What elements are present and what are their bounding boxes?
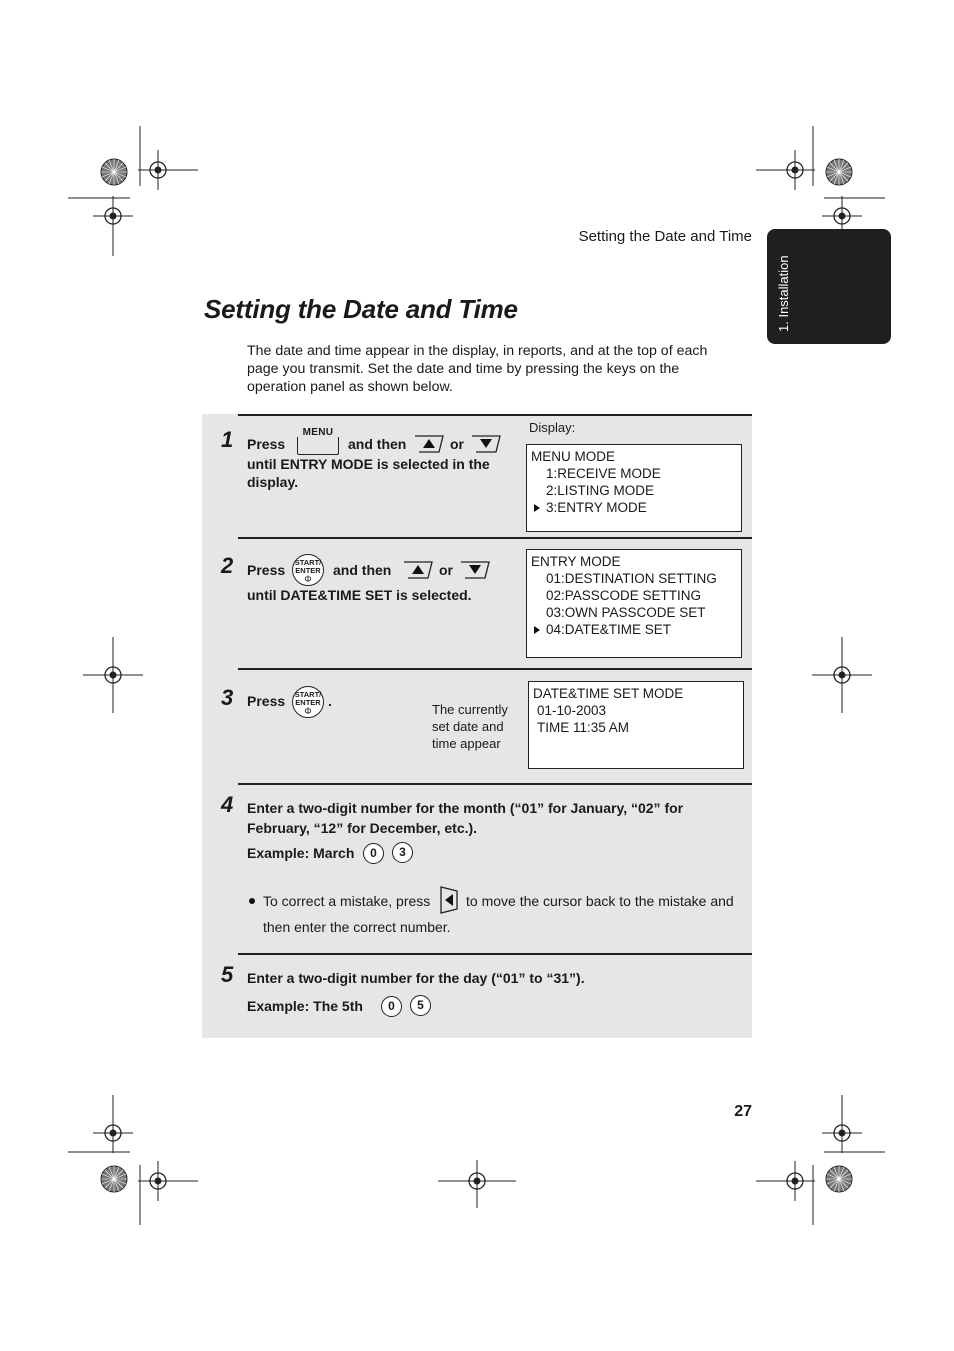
step-divider: [238, 668, 752, 670]
lcd-display-entry-mode: [526, 549, 742, 658]
chapter-tab-label: 1. Installation: [776, 255, 791, 332]
step-number: 5: [221, 962, 234, 987]
start-key-line2: ENTER: [295, 698, 321, 707]
down-arrow-key-icon: [471, 435, 501, 453]
step-number: 2: [221, 553, 234, 578]
digit-key-3: 3: [392, 842, 413, 863]
display-line: DATE&TIME SET MODE: [533, 686, 684, 701]
step-2-and-then: and then: [333, 562, 392, 578]
display-line: 02:PASSCODE SETTING: [546, 588, 702, 603]
display-line-selected: 04:DATE&TIME SET: [531, 621, 737, 638]
display-label: Display:: [529, 420, 576, 435]
left-arrow-key-icon: [440, 886, 458, 914]
step-3-note: The currently set date and time appear: [432, 702, 508, 751]
step-3-period: .: [328, 693, 332, 709]
step-divider: [238, 414, 752, 416]
display-line: MENU MODE: [531, 449, 615, 464]
up-arrow-key-icon: [403, 561, 433, 579]
display-line: 1:RECEIVE MODE: [546, 466, 661, 481]
display-line: 01-10-2003: [537, 703, 607, 718]
step-1-and-then: and then: [348, 436, 407, 452]
start-key-line1: START/: [294, 558, 322, 567]
step-number: 3: [221, 685, 234, 710]
display-line: 03:OWN PASSCODE SET: [546, 605, 706, 620]
step-divider: [238, 783, 752, 785]
step-number: 1: [221, 427, 234, 452]
menu-key-icon: [297, 427, 339, 455]
start-key-symbol: Φ: [304, 706, 312, 716]
down-arrow-key-icon: [460, 561, 490, 579]
step-4-bullet-part-b: to move the cursor back to the mistake and: [466, 893, 734, 909]
start-enter-key-icon: [292, 686, 324, 718]
step-3-press: Press: [247, 693, 286, 709]
digit-key-0: 0: [363, 843, 384, 864]
page-number: 27: [734, 1103, 752, 1120]
up-arrow-key-icon: [414, 435, 444, 453]
start-key-symbol: Φ: [304, 574, 312, 584]
lcd-display-date-time: [528, 681, 744, 769]
lcd-display-menu-mode: [526, 444, 742, 532]
step-4-bullet-part-c: then enter the correct number.: [263, 919, 451, 935]
start-key-line1: START/: [294, 690, 322, 699]
display-line: ENTRY MODE: [531, 554, 621, 569]
step-4-example: Example: March: [247, 845, 355, 861]
step-divider: [238, 953, 752, 955]
start-enter-key-icon: [292, 554, 324, 586]
start-key-line2: ENTER: [295, 566, 321, 575]
step-1-press: Press: [247, 436, 286, 452]
display-line: 2:LISTING MODE: [546, 483, 655, 498]
step-1-or: or: [450, 436, 464, 452]
intro-paragraph: The date and time appear in the display, in reports, and at the top of each page you transmit. Set the date and time by pressing the keys on the operation panel as shown below.: [247, 343, 708, 395]
running-header: Setting the Date and Time: [578, 228, 752, 245]
digit-key-5: 5: [410, 995, 431, 1016]
display-line: TIME 11:35 AM: [537, 720, 630, 735]
digit-key-0: 0: [381, 996, 402, 1017]
step-divider: [238, 537, 752, 539]
step-5-text: Enter a two-digit number for the day (“01” to “31”).: [247, 970, 585, 986]
step-2-text: until DATE&TIME SET is selected.: [247, 587, 472, 603]
step-4-text: Enter a two-digit number for the month (“01” for January, “02” for February, “12” for December, etc.).: [247, 800, 684, 836]
step-1-text: until ENTRY MODE is selected in the display.: [247, 456, 490, 490]
step-2-press: Press: [247, 562, 286, 578]
page-title: Setting the Date and Time: [204, 294, 518, 324]
step-number: 4: [221, 792, 234, 817]
menu-key-label: MENU: [302, 427, 334, 438]
step-2-or: or: [439, 562, 453, 578]
display-line: 01:DESTINATION SETTING: [546, 571, 717, 586]
bullet: [249, 898, 255, 904]
step-5-example: Example: The 5th: [247, 998, 363, 1014]
display-line-selected: 3:ENTRY MODE: [531, 499, 737, 516]
step-4-bullet-part-a: To correct a mistake, press: [263, 893, 431, 909]
